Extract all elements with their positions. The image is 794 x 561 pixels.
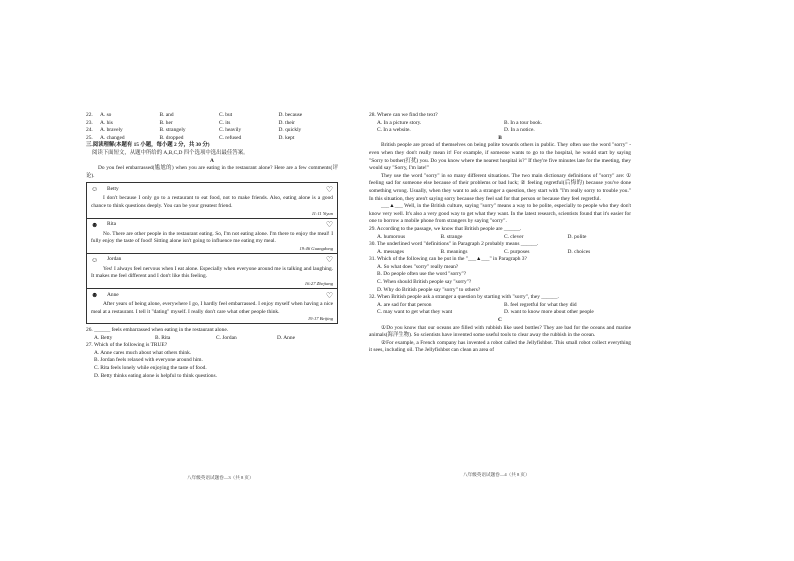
commenter-name: Betty	[107, 186, 119, 193]
page-footer-left: 八年级英语试题卷—3（共 8 页）	[187, 475, 254, 480]
cloze-question-row: 23. A. his B. her C. its D. their	[86, 119, 295, 126]
question-26: 26. ______ feels embarrassed when eating in the restaurant alone. A. Betty B. Rita C. Jordan D. Anne	[86, 327, 295, 341]
commenter-name: Jordan	[107, 256, 122, 263]
left-exam-page	[86, 112, 338, 472]
passage-b-paragraph-1: British people are proud of themselves on being polite towards others in public. They often use the word "sorry" - even when they don't really mean it! For example, if someone wants to go to the hospital, he would start by saying "Sorry to bother(打扰) you. Do you know where the nearest hospital is?" If they're five minutes late for the meeting, they would say "Sorry, I'm late!"	[369, 142, 631, 172]
passage-b-label: B	[498, 134, 502, 141]
cloze-question-row: 25. A. changed B. dropped C. refused D. kept	[86, 134, 295, 141]
comment-text: After years of being alone, everywhere I go, I hardly feel embarrassed. I enjoy myself when having a nice meal at a restaurant. I tell it "dating" myself. I really don't care what other people think.	[91, 300, 333, 315]
avatar-icon: ☺	[91, 185, 99, 194]
cloze-question-row: 24. A. bravely B. strangely C. heavily D. quickly	[86, 127, 302, 134]
comment-time: 19:17 Beijing	[307, 316, 333, 322]
section-title: 三.阅读理解(本题有 15 小题，每小题 2 分，共 30 分)	[86, 142, 210, 149]
commenter-name: Rita	[107, 221, 116, 228]
question-30: 30. The underlined word "definitions" in Paragraph 2 probably means ______. A. messages B. meanings C. purposes D. choices	[369, 241, 591, 255]
commenter-name: Anne	[107, 291, 119, 298]
passage-a-label: A	[210, 157, 214, 164]
passage-c-paragraph-2: ②For example, a French company has invented a robot called the Jellyfishbot. This small robot collect everything it sees, including oil. The Jellyfishbot can clean an area of	[369, 339, 631, 354]
comment-card	[86, 182, 338, 218]
comment-time: 11:11 Yiyun	[311, 210, 333, 216]
passage-a-intro: Do you feel embarrassed(尴尬的) when you are eating in the restaurant alone? Here are a few comments(评论).	[86, 165, 338, 179]
comment-card	[86, 219, 338, 254]
section-instructions: 阅读下面短文，从题中所给的 A,B,C,D 四个选项中选出最佳答案。	[92, 149, 249, 156]
passage-b-paragraph-2: They use the word "sorry" in so many different situations. The two main dictionary definitions of "sorry" are: ① feeling sad for someone else because of their problems or bad luck; ② feeling regretful(后悔的) because you've done something wrong. Usually, when they want to ask a stranger a question, they start with "I'm really sorry to trouble you." In this situation, they aren't saying sorry because they feel sad for that person or because they feel regretful.	[369, 172, 631, 202]
avatar-icon: ☻	[91, 290, 99, 299]
question-29: 29. According to the passage, we know that British people are ______. A. humorous B. strange C. clever D. polite	[369, 225, 587, 240]
question-28: 28. Where can we find the text? A. In a picture story. B. In a tour book. C. In a website. D. In a notice.	[369, 112, 543, 134]
avatar-icon: ☺	[91, 255, 99, 264]
heart-icon[interactable]: ♡	[325, 255, 333, 265]
passage-b-paragraph-3: ___▲___ Well, in the British culture, saying "sorry" means a way to be polite, especially to people who they don't know very well. It's also a very good way to get what they want. In the latest research, scientists found that it's easier for one to borrow a mobile phone from strangers by saying "sorry".	[369, 203, 631, 225]
question-27: 27. Which of the following is TRUE? A. Anne cares much about what others think. B. Jordan feels relaxed with everyone around him. C. Rita feels lonely while enjoying the taste of food. D. Betty thinks eating alone is helpful to think questions.	[86, 342, 217, 379]
comment-card	[86, 289, 338, 324]
passage-c-paragraph-1: ①Do you know that our oceans are filled with rubbish like used bottles? They are bad for the oceans and marine animals(海洋生物). So scientists have invented some useful tools to clear away the rubbish in the ocean.	[369, 324, 631, 339]
heart-icon[interactable]: ♡	[325, 185, 333, 195]
question-32: 32. When British people ask a stranger a question by starting with "sorry", they ______. A. are sad for that person B. feel regretful for what they did C. may want to get what they want D. want to know more about other people	[369, 294, 594, 316]
comment-text: No. There are other people in the restaurant eating. So, I'm not eating alone. I'm there to enjoy the meal! I fully enjoy the taste of food! Sitting alone isn't going to influence me eating my meal.	[91, 230, 333, 245]
comment-text: Yes! I always feel nervous when I eat alone. Especially when everyone around me is talking and laughing. It makes me feel different and I don't like this feeling.	[91, 265, 333, 280]
passage-c-label: C	[498, 317, 502, 324]
avatar-icon: ☻	[91, 220, 99, 229]
page-footer-right: 八年级英语试题卷—4（共 8 页）	[463, 472, 530, 477]
comment-time: 16:27 Zhejiang	[304, 280, 333, 286]
comment-time: 19:46 Guangdong	[299, 245, 333, 251]
cloze-question-row: 22. A. so B. and C. but D. because	[86, 112, 303, 118]
right-exam-page	[369, 112, 631, 472]
comment-text: I don't because I only go to a restaurant to eat food, not to make friends. Also, eating alone is a good chance to think questions deeply. You can be your greatest friend.	[91, 195, 333, 209]
heart-icon[interactable]: ♡	[325, 290, 333, 300]
comment-card	[86, 254, 338, 289]
heart-icon[interactable]: ♡	[325, 220, 333, 230]
question-31: 31. Which of the following can be put in the "___▲___" in Paragraph 3? A. So what does "sorry" really mean? B. Do people often use the word "sorry"? C. When should British people say "sorry"? D. Why do British people say "sorry" to others?	[369, 256, 527, 293]
